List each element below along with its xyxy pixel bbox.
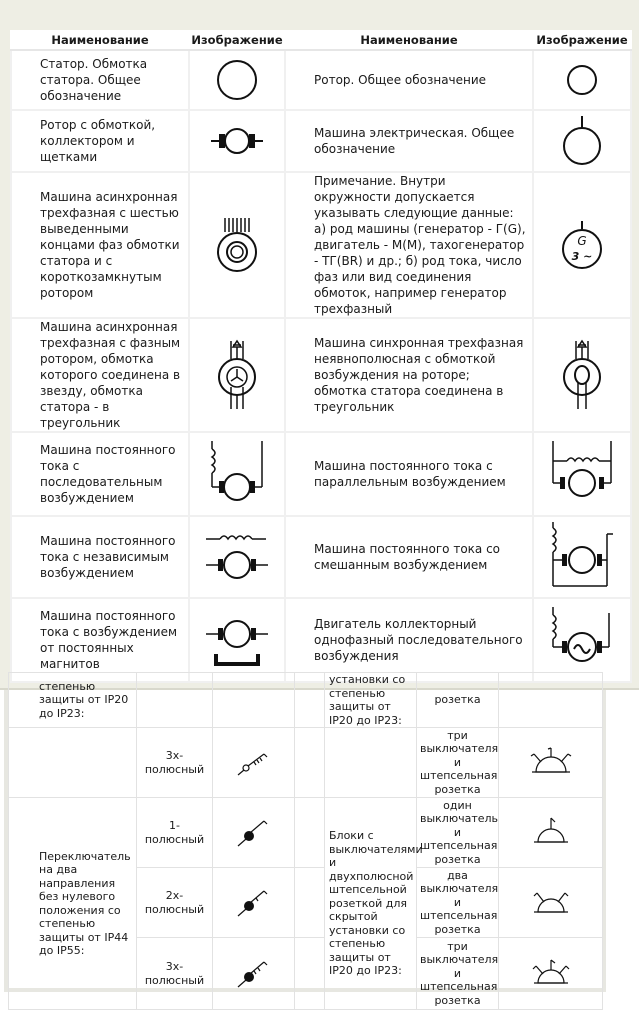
row-name-left: Машина асинхронная трехфазная с шестью выведенными концами фаз обмотки статора и с короткозамкнутым ротором bbox=[11, 172, 189, 318]
switch-3pole-icon bbox=[234, 748, 274, 778]
right-type-cell: розетка bbox=[417, 673, 499, 728]
left-name-cell: степенью защиты от IP20 до IP23: bbox=[9, 673, 137, 728]
left-type-cell: 2х-полюсный bbox=[137, 868, 213, 938]
row-name-left: Машина асинхронная трехфазная с фазным ротором, обмотка которого соединена в звезду, обмотка статора - в треугольник bbox=[11, 318, 189, 432]
sync-motor-symbol-icon bbox=[558, 339, 606, 411]
header-name-left: Наименование bbox=[11, 30, 189, 50]
dc-compound-symbol-icon bbox=[547, 520, 617, 594]
dc-independent-symbol-icon bbox=[202, 529, 272, 585]
row-name-left: Машина постоянного тока с независимым возбуждением bbox=[11, 516, 189, 598]
row-name-right: Машина электрическая. Общее обозначение bbox=[285, 110, 533, 172]
right-group-name-cell: Блоки с выключателями и двухполюсной штепсельной розеткой для скрытой установки со степенью защиты от IP20 до IP23: bbox=[325, 798, 417, 1010]
row-name-right: Машина синхронная трехфазная неявнополюсная с обмоткой возбуждения на роторе; обмотка статора соединена в треугольник bbox=[285, 318, 533, 432]
motor-symbols-table bbox=[10, 30, 632, 683]
table-row bbox=[11, 598, 631, 682]
switch-1pole-filled-icon bbox=[234, 817, 274, 849]
table-row bbox=[9, 798, 603, 868]
switch-symbols-table bbox=[8, 672, 603, 1010]
machine-general-symbol-icon bbox=[560, 114, 604, 168]
switch-2pole-filled-icon bbox=[234, 887, 274, 919]
table-row bbox=[11, 172, 631, 318]
row-name-left: Машина постоянного тока с возбуждением от постоянных магнитов bbox=[11, 598, 189, 682]
socket-block-2-icon bbox=[526, 886, 576, 920]
left-type-cell: 1-полюсный bbox=[137, 798, 213, 868]
switch-3pole-filled-icon bbox=[234, 958, 274, 990]
socket-block-3b-icon bbox=[526, 957, 576, 991]
generator-letter-label: G bbox=[577, 234, 587, 248]
table-row bbox=[11, 110, 631, 172]
row-name-left: Статор. Обмотка статора. Общее обозначение bbox=[11, 50, 189, 110]
row-name-left: Машина постоянного тока с последовательным возбуждением bbox=[11, 432, 189, 516]
ac-commutator-symbol-icon bbox=[547, 603, 617, 677]
right-name-cell: установки со степенью защиты от IP20 до IP23: bbox=[325, 673, 417, 728]
table-row bbox=[11, 516, 631, 598]
row-name-left: Ротор с обмоткой, коллектором и щетками bbox=[11, 110, 189, 172]
right-type-cell: два выключателя и штепсельная розетка bbox=[417, 868, 499, 938]
right-type-cell: три выключателя и штепсельная розетка bbox=[417, 728, 499, 798]
dc-shunt-symbol-icon bbox=[547, 439, 617, 509]
table-row bbox=[11, 50, 631, 110]
left-type-cell: 3х-полюсный bbox=[137, 938, 213, 1010]
row-name-right: Машина постоянного тока с параллельным возбуждением bbox=[285, 432, 533, 516]
switch-symbols-frame bbox=[4, 673, 606, 1007]
socket-block-3-icon bbox=[526, 746, 576, 780]
row-name-right: Ротор. Общее обозначение bbox=[285, 50, 533, 110]
socket-block-1-icon bbox=[526, 816, 576, 850]
async-motor-squirrel-cage-symbol-icon bbox=[212, 216, 262, 274]
header-name-right: Наименование bbox=[285, 30, 533, 50]
header-image-right: Изображение bbox=[533, 30, 631, 50]
table-row bbox=[9, 673, 603, 728]
circle-symbol-icon bbox=[215, 58, 259, 102]
switch-symbols-panel bbox=[0, 673, 639, 1007]
table-row bbox=[9, 728, 603, 798]
async-motor-wound-rotor-symbol-icon bbox=[213, 339, 261, 411]
row-name-right: Машина постоянного тока со смешанным возбуждением bbox=[285, 516, 533, 598]
dc-series-symbol-icon bbox=[202, 439, 272, 509]
right-type-cell: три выключателя и штепсельная розетка bbox=[417, 938, 499, 1010]
rotor-brushes-symbol-icon bbox=[207, 121, 267, 161]
table-row bbox=[11, 318, 631, 432]
generator-phase-label: 3 ~ bbox=[571, 250, 593, 263]
row-name-right: Примечание. Внутри окружности допускается указывать следующие данные: а) род машины (генератор - Г(G), двигатель - М(М), тахогенератор - ТГ(BR) и др.; б) род тока, число фаз или вид соединения обмоток, например генератор трехфазный bbox=[285, 172, 533, 318]
left-type-cell: 3х-полюсный bbox=[137, 728, 213, 798]
generator-3-phase-symbol-icon bbox=[559, 220, 605, 270]
small-circle-symbol-icon bbox=[565, 63, 599, 97]
right-type-cell: один выключатель и штепсельная розетка bbox=[417, 798, 499, 868]
header-image-left: Изображение bbox=[189, 30, 285, 50]
row-name-right: Двигатель коллекторный однофазный последовательного возбуждения bbox=[285, 598, 533, 682]
table-header-row bbox=[11, 30, 631, 50]
left-group-name-cell: Переключатель на два направления без нулевого положения со степенью защиты от IP44 до IP55: bbox=[9, 798, 137, 1010]
table-row bbox=[11, 432, 631, 516]
dc-permanent-magnet-symbol-icon bbox=[202, 608, 272, 672]
